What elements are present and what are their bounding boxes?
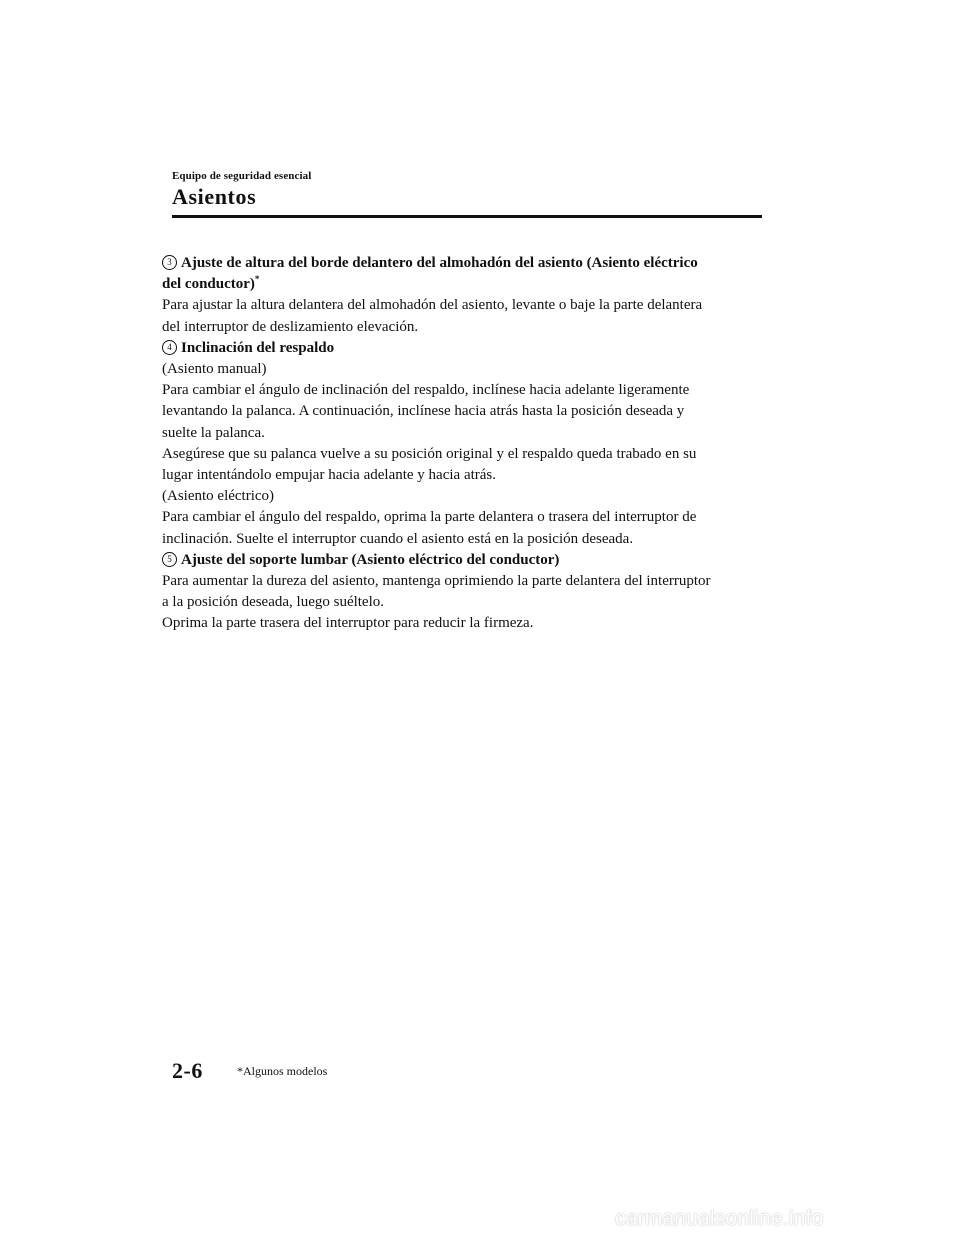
body-line: Para ajustar la altura delantera del almohadón del asiento, levante o baje la parte delantera [162,297,703,314]
body-line: (Asiento manual) [162,361,267,378]
body-line: inclinación. Suelte el interruptor cuando el asiento está en la posición deseada. [162,530,634,547]
body-line: suelte la palanca. [162,424,265,441]
watermark: carmanualsonline.info [615,1207,824,1230]
page-number: 2-6 [172,1058,203,1083]
body-line: Para aumentar la dureza del asiento, mantenga oprimiendo la parte delantera del interruptor [162,573,711,590]
section-3-heading-line2: del conductor)* [162,274,260,293]
chapter-title: Asientos [172,184,257,209]
body-line: Oprima la parte trasera del interruptor para reducir la firmeza. [162,615,534,632]
section-3-heading-line1: 3 Ajuste de altura del borde delantero del almohadón del asiento (Asiento eléctrico [162,253,767,274]
circled-number-3-icon: 3 [162,255,177,270]
body-line: lugar intentándolo empujar hacia adelante y hacia atrás. [162,467,497,484]
circled-number-4-icon: 4 [162,340,177,355]
section-4-heading: 4 Inclinación del respaldo [162,338,767,359]
body-line: Asegúrese que su palanca vuelve a su posición original y el respaldo queda trabado en su [162,445,697,462]
circled-number-5-icon: 5 [162,552,177,567]
section-label: Equipo de seguridad esencial [172,170,312,182]
body-line: a la posición deseada, luego suéltelo. [162,594,385,611]
body-line: Para cambiar el ángulo del respaldo, oprima la parte delantera o trasera del interruptor de [162,509,697,526]
body-line: levantando la palanca. A continuación, inclínese hacia atrás hasta la posición deseada y [162,403,685,420]
body-line: del interruptor de deslizamiento elevación. [162,318,419,335]
section-5-heading: 5 Ajuste del soporte lumbar (Asiento eléctrico del conductor) [162,550,767,571]
body-line: Para cambiar el ángulo de inclinación del respaldo, inclínese hacia adelante ligeramente [162,382,690,399]
footnote: *Algunos modelos [237,1064,328,1078]
title-rule [172,215,762,218]
body-line: (Asiento eléctrico) [162,488,275,505]
asterisk-mark: * [254,274,260,285]
content [162,253,767,635]
